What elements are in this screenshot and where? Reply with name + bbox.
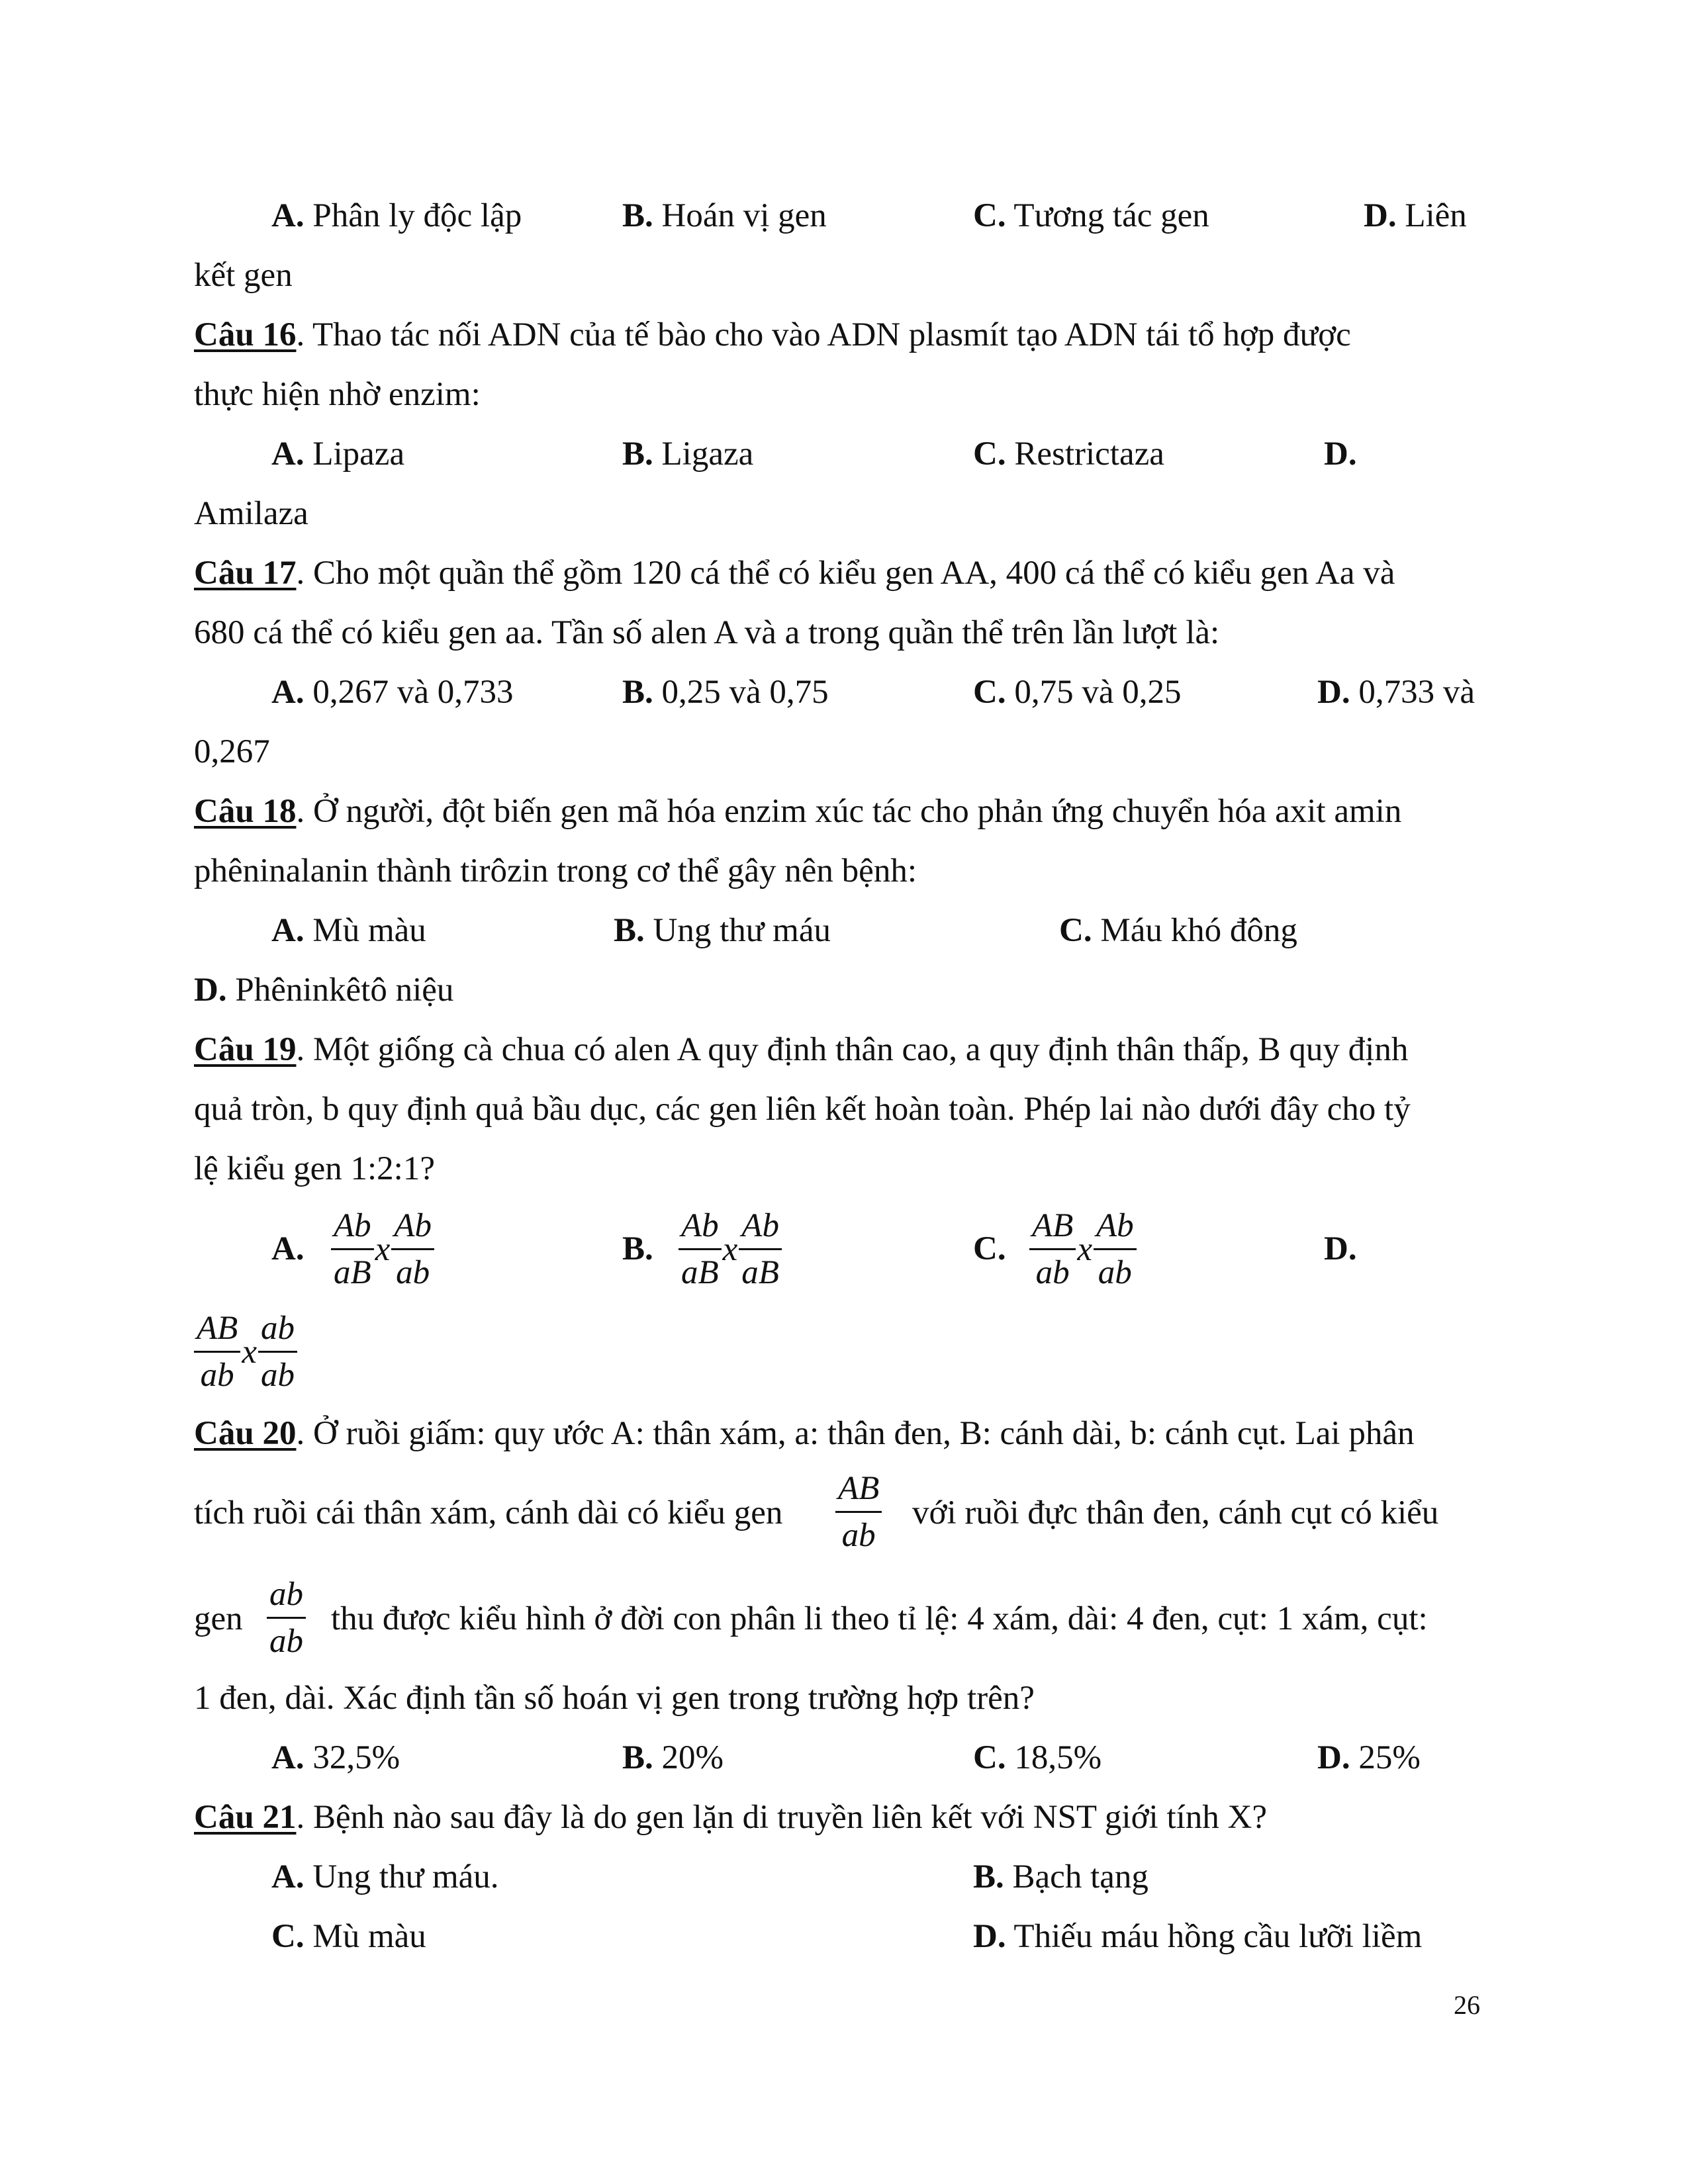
numerator: Ab [391, 1206, 434, 1250]
cross-symbol: x [722, 1230, 738, 1268]
numerator: ab [267, 1574, 306, 1619]
option-label: B. [622, 197, 653, 234]
option-text: Bạch tạng [1004, 1858, 1149, 1895]
q20-option-d [1317, 1738, 1421, 1778]
denominator: ab [260, 1357, 295, 1394]
question-number: Câu 19 [194, 1031, 297, 1068]
q21-option-b [973, 1857, 1149, 1897]
q16-stem-line-1 [194, 315, 1351, 355]
q17-stem-line-1 [194, 553, 1395, 593]
option-label: A. [271, 912, 305, 949]
option-label: A. [271, 435, 305, 473]
fraction [1029, 1206, 1076, 1293]
q17-option-b [622, 672, 829, 712]
option-text: Phân ly độc lập [304, 197, 522, 234]
fraction [267, 1574, 306, 1661]
q20-genotype-female [835, 1469, 882, 1555]
q17-option-d-continued: 0,267 [194, 733, 270, 770]
option-text: 20% [653, 1739, 724, 1776]
option-text: 0,733 và [1350, 674, 1475, 711]
question-number: Câu 21 [194, 1799, 297, 1836]
q15-option-d-continued: kết gen [194, 257, 293, 294]
q20-stem-line-3-pre: gen [194, 1600, 243, 1637]
fraction [391, 1206, 434, 1293]
q16-option-a [271, 434, 404, 474]
option-text: Liên [1396, 197, 1467, 234]
q20-stem-line-1 [194, 1414, 1414, 1453]
question-text: . Thao tác nối ADN của tế bào cho vào ADN plasmít tạo ADN tái tổ hợp được [296, 316, 1351, 353]
q15-option-b [622, 196, 827, 236]
option-text: Restrictaza [1006, 435, 1164, 473]
q21-option-c [271, 1917, 426, 1956]
question-text: . Một giống cà chua có alen A quy định thân cao, a quy định thân thấp, B quy định [296, 1031, 1409, 1068]
q19-option-d-cross [194, 1308, 297, 1395]
denominator: ab [1035, 1254, 1070, 1291]
q16-option-c [973, 434, 1164, 474]
denominator: ab [1098, 1254, 1132, 1291]
q18-option-c [1059, 911, 1297, 950]
option-label: D. [1364, 197, 1397, 234]
option-text: 0,267 và 0,733 [304, 674, 514, 711]
fraction [1094, 1206, 1137, 1293]
cross-symbol: x [242, 1333, 257, 1371]
q19-option-a-cross [331, 1206, 434, 1293]
q20-stem-line-4: 1 đen, dài. Xác định tần số hoán vị gen trong trường hợp trên? [194, 1680, 1035, 1717]
q18-option-d [194, 970, 453, 1010]
q20-genotype-male [267, 1574, 306, 1661]
option-label: A. [271, 674, 305, 711]
fraction [194, 1308, 240, 1395]
fraction [739, 1206, 782, 1293]
denominator: ab [269, 1623, 303, 1660]
option-label: D. [973, 1918, 1006, 1955]
q20-stem-line-2-pre: tích ruồi cái thân xám, cánh dài có kiểu gen [194, 1494, 783, 1531]
option-label: C. [271, 1918, 305, 1955]
numerator: AB [835, 1469, 882, 1513]
q21-option-a [271, 1857, 499, 1897]
denominator: ab [396, 1254, 430, 1291]
option-label: B. [614, 912, 645, 949]
q19-option-b-label: B. [622, 1230, 653, 1267]
q20-option-a [271, 1738, 400, 1778]
option-label: D. [1317, 1739, 1350, 1776]
question-number: Câu 16 [194, 316, 297, 353]
option-text: Mù màu [304, 1918, 426, 1955]
cross-symbol: x [1077, 1230, 1092, 1268]
denominator: ab [841, 1517, 876, 1554]
denominator: ab [200, 1357, 234, 1394]
option-label: C. [973, 197, 1006, 234]
q20-stem-line-3-post: thu được kiểu hình ở đời con phân li theo tỉ lệ: 4 xám, dài: 4 đen, cụt: 1 xám, cụt: [331, 1600, 1428, 1637]
question-text: . Cho một quần thể gồm 120 cá thể có kiểu gen AA, 400 cá thể có kiểu gen Aa và [296, 555, 1395, 592]
numerator: Ab [331, 1206, 374, 1250]
q19-option-c-cross [1029, 1206, 1137, 1293]
q21-stem-line-1 [194, 1797, 1267, 1837]
option-text: Hoán vị gen [653, 197, 827, 234]
q18-option-a [271, 911, 426, 950]
numerator: AB [1029, 1206, 1076, 1250]
q20-stem-line-2-post: với ruồi đực thân đen, cánh cụt có kiểu [912, 1494, 1439, 1531]
option-label: C. [973, 674, 1006, 711]
q16-option-d-label: D. [1324, 435, 1357, 473]
q17-option-a [271, 672, 513, 712]
option-text: Tương tác gen [1006, 197, 1209, 234]
q15-option-a [271, 196, 522, 236]
question-text: . Ở ruồi giấm: quy ước A: thân xám, a: thân đen, B: cánh dài, b: cánh cụt. Lai phân [296, 1415, 1415, 1452]
question-number: Câu 18 [194, 793, 297, 830]
option-label: B. [973, 1858, 1004, 1895]
option-text: Máu khó đông [1092, 912, 1297, 949]
option-text: Lipaza [304, 435, 405, 473]
numerator: Ab [739, 1206, 782, 1250]
q19-option-b-cross [679, 1206, 782, 1293]
q15-option-c [973, 196, 1209, 236]
option-text: Thiếu máu hồng cầu lưỡi liềm [1006, 1918, 1423, 1955]
numerator: Ab [679, 1206, 722, 1250]
numerator: ab [258, 1308, 297, 1353]
numerator: Ab [1094, 1206, 1137, 1250]
fraction [835, 1469, 882, 1555]
question-text: . Ở người, đột biến gen mã hóa enzim xúc tác cho phản ứng chuyển hóa axit amin [296, 793, 1402, 830]
q19-stem-line-3: lệ kiểu gen 1:2:1? [194, 1150, 435, 1187]
question-text: . Bệnh nào sau đây là do gen lặn di truyền liên kết với NST giới tính X? [296, 1799, 1268, 1836]
option-label: A. [271, 1739, 305, 1776]
fraction [679, 1206, 722, 1293]
q19-option-c-label: C. [973, 1230, 1006, 1267]
question-number: Câu 17 [194, 555, 297, 592]
option-label: D. [194, 972, 227, 1009]
option-text: 0,75 và 0,25 [1006, 674, 1182, 711]
option-text: 18,5% [1006, 1739, 1102, 1776]
q18-stem-line-2: phêninalanin thành tirôzin trong cơ thể gây nên bệnh: [194, 852, 917, 889]
denominator: aB [334, 1254, 371, 1291]
q16-option-d-continued: Amilaza [194, 495, 308, 532]
option-label: B. [622, 435, 653, 473]
option-label: C. [973, 435, 1006, 473]
q17-option-d [1317, 672, 1475, 712]
q18-stem-line-1 [194, 792, 1401, 831]
q21-option-d [973, 1917, 1422, 1956]
option-text: Mù màu [304, 912, 426, 949]
fraction [331, 1206, 374, 1293]
option-text: 32,5% [304, 1739, 400, 1776]
q16-option-b [622, 434, 753, 474]
page-number: 26 [1454, 1990, 1480, 2020]
fraction [258, 1308, 297, 1395]
option-label: B. [622, 674, 653, 711]
q20-option-c [973, 1738, 1102, 1778]
option-text: 0,25 và 0,75 [653, 674, 829, 711]
denominator: aB [681, 1254, 719, 1291]
option-label: D. [1317, 674, 1350, 711]
option-text: Ung thư máu. [304, 1858, 499, 1895]
q16-stem-line-2: thực hiện nhờ enzim: [194, 376, 481, 413]
denominator: aB [741, 1254, 779, 1291]
option-text: 25% [1350, 1739, 1421, 1776]
option-text: Phêninkêtô niệu [226, 972, 454, 1009]
option-text: Ligaza [653, 435, 754, 473]
q17-option-c [973, 672, 1181, 712]
option-label: A. [271, 197, 305, 234]
q19-option-d-label: D. [1324, 1230, 1357, 1267]
option-label: C. [1059, 912, 1092, 949]
q18-option-b [614, 911, 831, 950]
question-number: Câu 20 [194, 1415, 297, 1452]
option-text: Ung thư máu [644, 912, 831, 949]
numerator: AB [194, 1308, 240, 1353]
q15-option-d [1364, 196, 1467, 236]
cross-symbol: x [375, 1230, 391, 1268]
q19-option-a-label: A. [271, 1230, 305, 1267]
q20-option-b [622, 1738, 724, 1778]
q19-stem-line-2: quả tròn, b quy định quả bầu dục, các gen liên kết hoàn toàn. Phép lai nào dưới đây cho tỷ [194, 1091, 1411, 1128]
option-label: C. [973, 1739, 1006, 1776]
q19-stem-line-1 [194, 1030, 1408, 1069]
q17-stem-line-2: 680 cá thể có kiểu gen aa. Tần số alen A và a trong quần thể trên lần lượt là: [194, 614, 1220, 651]
option-label: B. [622, 1739, 653, 1776]
option-label: A. [271, 1858, 305, 1895]
